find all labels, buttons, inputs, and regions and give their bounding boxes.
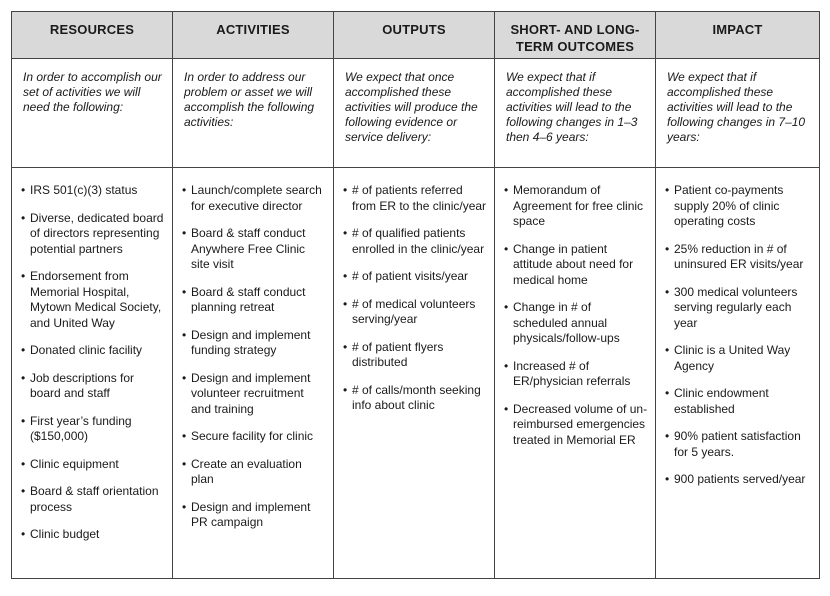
column-items [334, 168, 494, 426]
list-item: • Donated clinic facility [21, 343, 166, 359]
column-intro: We expect that if accomplished these activities will lead to the following changes in 7–10 years: [656, 59, 819, 168]
list-item: • Memorandum of Agreement for free clinic space [504, 183, 649, 230]
column-header: RESOURCES [12, 12, 172, 59]
list-item: • Job descriptions for board and staff [21, 371, 166, 402]
column-impact [656, 12, 819, 578]
column-header: ACTIVITIES [173, 12, 333, 59]
list-item: • Patient co-payments supply 20% of clinic operating costs [665, 183, 813, 230]
list-item: • 25% reduction in # of uninsured ER visits/year [665, 242, 813, 273]
column-intro: In order to address our problem or asset we will accomplish the following activities: [173, 59, 333, 168]
list-item: • Launch/complete search for executive director [182, 183, 327, 214]
column-intro: We expect that once accomplished these activities will produce the following evidence or service delivery: [334, 59, 494, 168]
list-item: • Increased # of ER/physician referrals [504, 359, 649, 390]
list-item: • Board & staff conduct Anywhere Free Clinic site visit [182, 226, 327, 273]
list-item: • Design and implement PR campaign [182, 500, 327, 531]
list-item: • 300 medical volunteers serving regularly each year [665, 285, 813, 332]
list-item: • First year’s funding ($150,000) [21, 414, 166, 445]
column-intro: We expect that if accomplished these activities will lead to the following changes in 1–3 then 4–6 years: [495, 59, 655, 168]
column-items [656, 168, 819, 500]
column-header: IMPACT [656, 12, 819, 59]
list-item: • 900 patients served/year [665, 472, 813, 488]
list-item: • Change in patient attitude about need for medical home [504, 242, 649, 289]
list-item: • # of patient flyers distributed [343, 340, 488, 371]
logic-model-table [11, 11, 820, 579]
column-resources [12, 12, 173, 578]
list-item: • Secure facility for clinic [182, 429, 327, 445]
list-item: • Design and implement volunteer recruitment and training [182, 371, 327, 418]
column-outputs [334, 12, 495, 578]
list-item: • # of qualified patients enrolled in the clinic/year [343, 226, 488, 257]
list-item: • # of patients referred from ER to the clinic/year [343, 183, 488, 214]
list-item: • Endorsement from Memorial Hospital, Mytown Medical Society, and United Way [21, 269, 166, 331]
list-item: • Clinic endowment established [665, 386, 813, 417]
column-items [173, 168, 333, 543]
list-item: • Board & staff conduct planning retreat [182, 285, 327, 316]
list-item: • # of medical volunteers serving/year [343, 297, 488, 328]
list-item: • Design and implement funding strategy [182, 328, 327, 359]
column-intro: In order to accomplish our set of activities we will need the following: [12, 59, 172, 168]
list-item: • Board & staff orientation process [21, 484, 166, 515]
column-activities [173, 12, 334, 578]
column-items [495, 168, 655, 460]
list-item: • Decreased volume of un-reimbursed emergencies treated in Memorial ER [504, 402, 649, 449]
column-header: SHORT- AND LONG-TERM OUTCOMES [495, 12, 655, 59]
list-item: • # of calls/month seeking info about clinic [343, 383, 488, 414]
column-outcomes [495, 12, 656, 578]
list-item: • Clinic equipment [21, 457, 166, 473]
list-item: • # of patient visits/year [343, 269, 488, 285]
list-item: • Clinic is a United Way Agency [665, 343, 813, 374]
list-item: • IRS 501(c)(3) status [21, 183, 166, 199]
column-items [12, 168, 172, 555]
list-item: • Change in # of scheduled annual physicals/follow-ups [504, 300, 649, 347]
list-item: • Create an evaluation plan [182, 457, 327, 488]
list-item: • Diverse, dedicated board of directors representing potential partners [21, 211, 166, 258]
column-header: OUTPUTS [334, 12, 494, 59]
list-item: • 90% patient satisfaction for 5 years. [665, 429, 813, 460]
list-item: • Clinic budget [21, 527, 166, 543]
